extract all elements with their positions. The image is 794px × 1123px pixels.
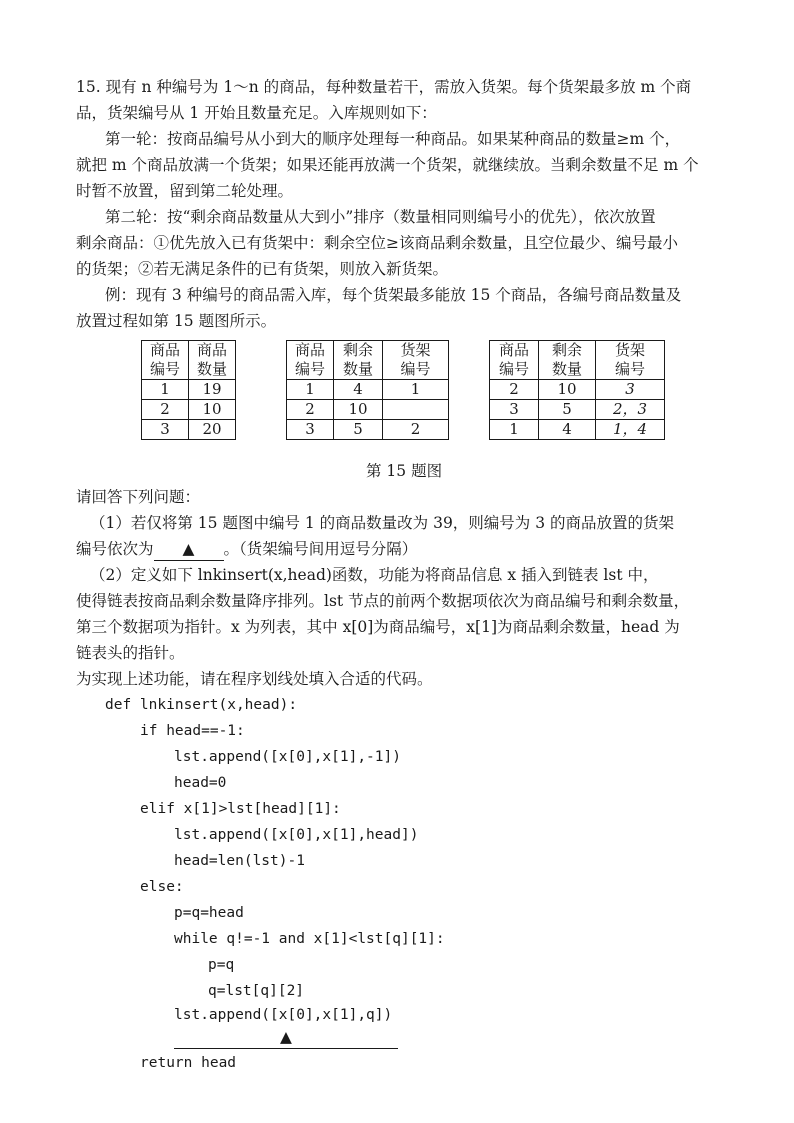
q1-text-b: 。（货架编号间用逗号分隔） [223,540,418,558]
t2-header-id: 商品 编号 [287,341,334,380]
figure-caption: 第 15 题图 [366,462,443,480]
t1-header-id: 商品 编号 [142,341,189,380]
question-number: 15. [76,78,101,96]
q2-line4: 链表头的指针。 [76,644,185,662]
questions-prompt: 请回答下列问题： [76,488,201,506]
table-round2 [489,340,665,440]
t2-cell: 5 [334,420,383,440]
round2-line3: 的货架；②若无满足条件的已有货架，则放入新货架。 [76,260,449,278]
code-line: head=len(lst)-1 [174,853,305,869]
code-line: elif x[1]>lst[head][1]: [140,801,341,817]
t3-cell: 1 [490,420,539,440]
q1-text-a: 编号依次为 [76,540,154,558]
t1-cell: 20 [189,420,236,440]
code-line: def lnkinsert(x,head): [105,697,298,713]
table-round1 [286,340,449,440]
code-line: head=0 [174,775,227,791]
round2-line2: 剩余商品：①优先放入已有货架中：剩余空位≥该商品剩余数量，且空位最少、编号最小 [76,234,678,252]
round1-line2: 就把 m 个商品放满一个货架；如果还能再放满一个货架，就继续放。当剩余数量不足 m 个 [76,156,699,174]
code-line: lst.append([x[0],x[1],head]) [174,827,419,843]
code-line: else: [140,879,184,895]
code-line: lst.append([x[0],x[1],q]) [174,1007,393,1023]
t3-cell: 3 [596,380,665,400]
t2-cell: 1 [287,380,334,400]
code-line: p=q=head [174,905,244,921]
t2-header-shelf: 货架 编号 [383,341,449,380]
t2-cell: 2 [383,420,449,440]
t1-cell: 19 [189,380,236,400]
q1-line2 [76,538,417,561]
t2-cell: 1 [383,380,449,400]
code-line: if head==-1: [140,723,245,739]
q15-intro-line2: 品，货架编号从 1 开始且数量充足。入库规则如下： [76,104,437,122]
t3-cell: 2，3 [596,400,665,420]
t2-cell: 10 [334,400,383,420]
t2-cell: 4 [334,380,383,400]
round2-line1: 第二轮：按“剩余商品数量从大到小”排序（数量相同则编号小的优先），依次放置 [105,208,656,226]
q2-line1: （2）定义如下 lnkinsert(x,head)函数，功能为将商品信息 x 插入到链表 lst 中， [90,566,659,584]
t3-cell: 10 [539,380,596,400]
code-line: p=q [208,957,235,973]
t3-header-shelf: 货架 编号 [596,341,665,380]
q2-line3: 第三个数据项为指针。x 为列表，其中 x[0]为商品编号，x[1]为商品剩余数量，head 为 [76,618,680,636]
t3-cell: 3 [490,400,539,420]
example-line1: 例：现有 3 种编号的商品需入库，每个货架最多能放 15 个商品，各编号商品数量及 [105,286,682,304]
code-line: while q!=-1 and x[1]<lst[q][1]: [174,931,445,947]
t2-cell: 2 [287,400,334,420]
t3-header-id: 商品 编号 [490,341,539,380]
q1-line1: （1）若仅将第 15 题图中编号 1 的商品数量改为 39，则编号为 3 的商品放置的货架 [90,514,675,532]
t2-header-remaining: 剩余 数量 [334,341,383,380]
code-line: return head [140,1055,237,1071]
t1-header-qty: 商品 数量 [189,341,236,380]
q15-intro-line1 [76,76,691,98]
t1-cell: 2 [142,400,189,420]
round1-line3: 时暂不放置，留到第二轮处理。 [76,182,294,200]
code-line: q=lst[q][2] [208,983,305,999]
t1-cell: 1 [142,380,189,400]
q1-answer-blank[interactable]: ▲ [154,538,224,561]
t3-cell: 2 [490,380,539,400]
code-line: lst.append([x[0],x[1],-1]) [174,749,401,765]
t3-cell: 1，4 [596,420,665,440]
t1-cell: 10 [189,400,236,420]
t2-cell: 3 [287,420,334,440]
t3-header-remaining: 剩余 数量 [539,341,596,380]
intro-text-1: 现有 n 种编号为 1～n 的商品，每种数量若干，需放入货架。每个货架最多放 m 个商 [105,78,692,96]
round1-line1: 第一轮：按商品编号从小到大的顺序处理每一种商品。如果某种商品的数量≥m 个， [105,130,681,148]
q2-line2: 使得链表按商品剩余数量降序排列。lst 节点的前两个数据项依次为商品编号和剩余数量， [76,592,690,610]
t2-cell [383,400,449,420]
code-answer-blank[interactable]: ▲ [174,1026,398,1049]
q2-line5: 为实现上述功能，请在程序划线处填入合适的代码。 [76,670,433,688]
table-initial-quantities [141,340,236,440]
t1-cell: 3 [142,420,189,440]
t3-cell: 4 [539,420,596,440]
example-line2: 放置过程如第 15 题图所示。 [76,312,277,330]
t3-cell: 5 [539,400,596,420]
